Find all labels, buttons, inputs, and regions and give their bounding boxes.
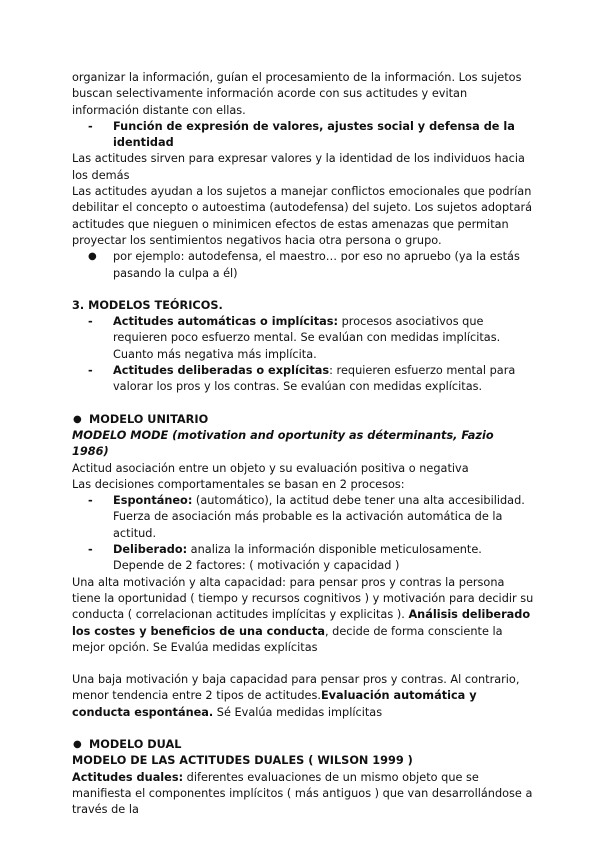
alta-motivacion-paragraph	[72, 575, 534, 656]
dot-bullet: ●	[73, 413, 82, 425]
alta-text-bold: Análisis deliberado los costes y beneficios de una conducta	[72, 608, 531, 638]
modelo-dual-label: MODELO DUAL	[89, 737, 182, 751]
baja-text-bold: Evaluación automática y conducta espontánea.	[72, 689, 477, 719]
modelo-unitario-label: MODELO UNITARIO	[89, 412, 209, 426]
dash-bullet: -	[88, 494, 93, 508]
actitudes-duales-text: diferentes evaluaciones de un mismo objeto que se manifiesta el componentes implícitos ( más antiguos ) que van desarrollándose a través de la	[72, 770, 533, 817]
modelos-item-text: : requieren esfuerzo mental para valorar los pros y los contras. Se evalúan con medidas explícitas.	[113, 364, 516, 394]
baja-text-c: Sé Evalúa medidas implícitas	[213, 705, 383, 719]
example-text: por ejemplo: autodefensa, el maestro… por eso no apruebo (ya la estás pasando la culpa a él)	[113, 250, 520, 280]
funcion-valores-title: Función de expresión de valores, ajustes social y defensa de la identidad	[113, 119, 515, 150]
modelos-item-title: Actitudes deliberadas o explícitas	[113, 364, 330, 378]
dash-bullet: -	[88, 315, 93, 329]
proceso-title: Espontáneo:	[113, 494, 193, 508]
actitudes-duales-paragraph	[72, 770, 534, 819]
proceso-title: Deliberado:	[113, 543, 188, 557]
dot-bullet: ●	[73, 738, 82, 750]
modelo-unitario-heading	[72, 412, 534, 428]
funcion-valores-item	[72, 119, 534, 152]
modelos-heading: 3. MODELOS TEÓRICOS.	[72, 298, 223, 312]
mode-title-text: MODELO MODE (motivation and oportunity as déterminants, Fazio 1986)	[72, 428, 494, 459]
modelos-item-title: Actitudes automáticas o implícitas:	[113, 315, 339, 329]
unitario-line2: Las decisiones comportamentales se basan en 2 procesos:	[72, 477, 405, 491]
dot-bullet: ●	[88, 251, 97, 263]
modelo-dual-heading	[72, 737, 534, 753]
modelos-item	[72, 314, 534, 363]
actitudes-duales-term: Actitudes duales:	[72, 770, 184, 784]
unitario-line1: Actitud asociación entre un objeto y su evaluación positiva o negativa	[72, 461, 469, 475]
alta-text-c: , decide de forma consciente la mejor opción. Se Evalúa medidas explícitas	[72, 624, 503, 654]
modelo-dual-title: MODELO DE LAS ACTITUDES DUALES ( WILSON 1999 )	[72, 754, 413, 768]
intro-paragraph: organizar la información, guían el procesamiento de la información. Los sujetos buscan selectivamente información acorde con sus actitudes y evitan información distante con ellas.	[72, 71, 522, 117]
dash-bullet: -	[88, 543, 93, 557]
baja-motivacion-paragraph	[72, 672, 534, 721]
proceso-text: (automático), la actitud debe tener una alta accesibilidad. Fuerza de asociación más probable es la activación automática de la actitud.	[113, 494, 525, 540]
proceso-item	[72, 493, 534, 542]
funcion-valores-text: Las actitudes sirven para expresar valores y la identidad de los individuos hacia los demás	[72, 152, 525, 182]
modelos-item	[72, 363, 534, 396]
mode-title	[72, 428, 534, 461]
dash-bullet: -	[88, 364, 93, 378]
example-item	[72, 249, 534, 282]
funcion-valores-text2: Las actitudes ayudan a los sujetos a manejar conflictos emocionales que podrían debilitar el concepto o autoestima (autodefensa) del sujeto. Los sujetos adoptará actitudes que nieguen o minimicen efectos de estas amenazas que permitan proyectar los sentimientos negativos hacia otra persona o grupo.	[72, 185, 533, 247]
proceso-text: analiza la información disponible meticulosamente. Depende de 2 factores: ( motivación y capacidad )	[113, 543, 482, 573]
proceso-item	[72, 542, 534, 575]
baja-text-a: Una baja motivación y baja capacidad para pensar pros y contras. Al contrario, menor tendencia entre 2 tipos de actitudes.	[72, 673, 520, 703]
document-body	[72, 70, 534, 818]
dash-bullet: -	[88, 119, 93, 133]
modelos-item-text: procesos asociativos que requieren poco esfuerzo mental. Se evalúan con medidas implícitas. Cuanto más negativa más implícita.	[113, 315, 501, 361]
alta-text-a: Una alta motivación y alta capacidad: para pensar pros y contras la persona tiene la oportunidad ( tiempo y recursos cognitivos ) y motivación para decidir su conducta ( correlacionan actitudes implícitas y explicitas ).	[72, 575, 534, 622]
